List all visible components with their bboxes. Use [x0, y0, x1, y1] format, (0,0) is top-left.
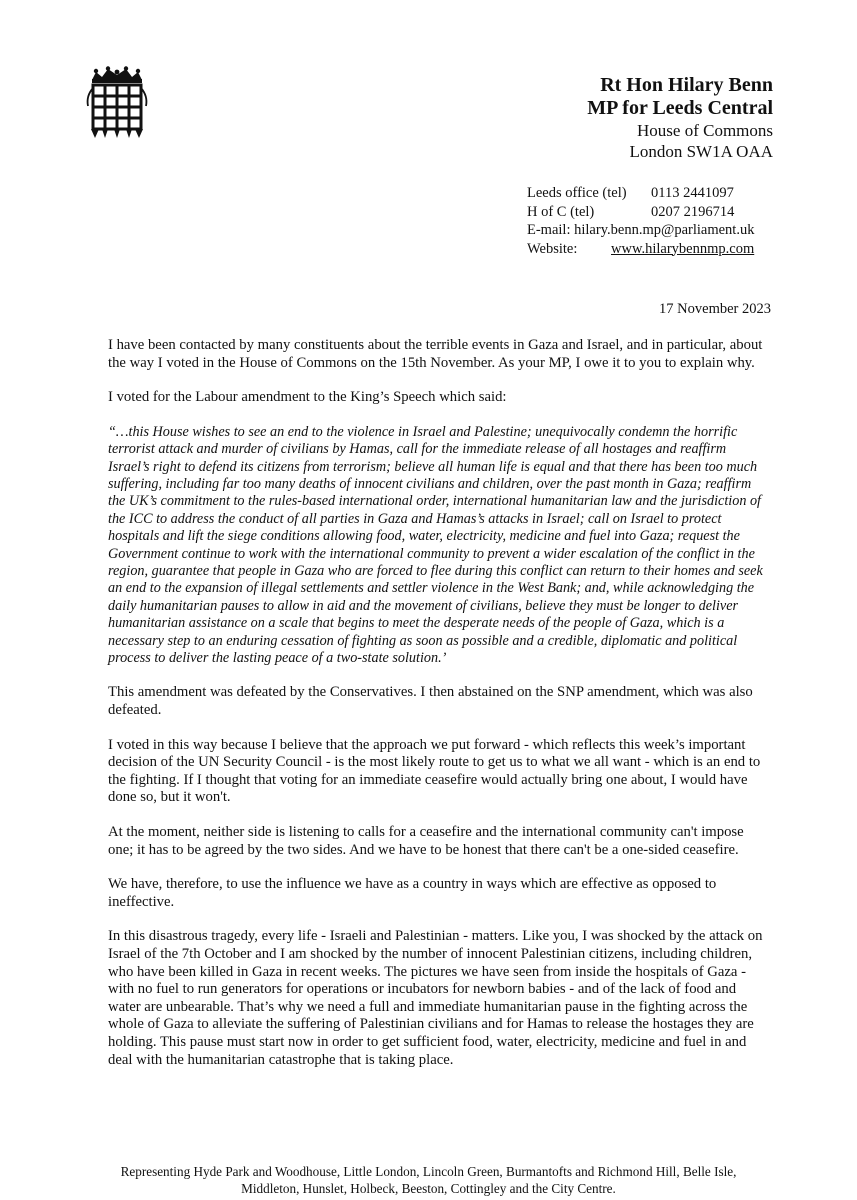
sender-address-line2: London SW1A OAA: [629, 142, 773, 161]
leeds-office-phone: 0113 2441097: [651, 185, 734, 201]
paragraph-ceasefire: At the moment, neither side is listening to calls for a ceasefire and the international community can't impose one; it has to be agreed by the two sides. And we have to be honest that there can't be a one-sided ceasefire.: [108, 824, 744, 858]
constituency-footer: [60, 1163, 797, 1197]
paragraph-reasoning: I voted in this way because I believe that the approach we put forward - which reflects this week’s important decision of the UN Security Council - is the most likely route to get us to what we all want - which is an end to the fighting. If I thought that voting for an immediate ceasefire would actually bring one about, I would have done so, but it won't.: [108, 736, 761, 806]
email-address[interactable]: hilary.benn.mp@parliament.uk: [574, 222, 755, 238]
paragraph-intro: I have been contacted by many constituents about the terrible events in Gaza and Israel, and in particular, about the way I voted in the House of Commons on the 15th November. As your MP, I owe it to you to explain why.: [108, 337, 763, 371]
website-label: Website:: [527, 240, 578, 257]
contact-row-leeds: [527, 184, 754, 203]
portcullis-logo-icon: [82, 66, 152, 140]
contact-details: [527, 184, 754, 258]
hoc-phone: 0207 2196714: [651, 203, 735, 220]
hoc-phone-label: H of C (tel): [527, 203, 595, 220]
sender-header: [587, 74, 773, 162]
sender-name: Rt Hon Hilary Benn: [600, 74, 773, 96]
paragraph-vote: I voted for the Labour amendment to the King’s Speech which said:: [108, 389, 507, 406]
letter-date: 17 November 2023: [659, 301, 771, 317]
footer-line2: Middleton, Hunslet, Holbeck, Beeston, Cottingley and the City Centre.: [241, 1181, 616, 1196]
contact-row-hoc: [527, 203, 754, 222]
paragraph-amendment-quote: “…this House wishes to see an end to the violence in Israel and Palestine; unequivocally condemn the horrific terrorist attack and murder of civilians by Hamas, call for the immediate release of all hostages and reaffirm Israel’s right to defend its citizens from terrorism; believe all human life is equal and that there has been too much suffering, including far too many deaths of innocent civilians and children, over the past month in Gaza; reaffirm the UK’s commitment to the rules-based international order, international humanitarian law and the jurisdiction of the ICC to address the conduct of all parties in Gaza and Hamas’s attacks in Israel; call on Israel to protect hospitals and lift the siege conditions allowing food, water, electricity, medicine and fuel into Gaza; request the Government continue to work with the international community to prevent a wider escalation of the conflict in the region, guarantee that people in Gaza who are forced to flee during this conflict can return to their homes and seek an end to the expansion of illegal settlements and settler violence in the West Bank; and, while acknowledging the daily humanitarian pauses to allow in aid and the movement of civilians, believe they must be longer to deliver humanitarian assistance on a scale that begins to meet the desperate needs of the people of Gaza, which is a necessary step to an enduring cessation of fighting as soon as possible and a credible, diplomatic and political process to deliver the lasting peace of a two-state solution.’: [108, 423, 763, 667]
email-label: E-mail:: [527, 222, 571, 238]
footer-line1: Representing Hyde Park and Woodhouse, Little London, Lincoln Green, Burmantofts and Richmond Hill, Belle Isle,: [120, 1164, 737, 1179]
paragraph-defeated: This amendment was defeated by the Conservatives. I then abstained on the SNP amendment, which was also defeated.: [108, 684, 753, 719]
sender-seat: MP for Leeds Central: [587, 97, 773, 119]
paragraph-influence: We have, therefore, to use the influence we have as a country in ways which are effective as opposed to ineffective.: [108, 876, 717, 910]
contact-row-email: [527, 221, 754, 240]
website-link[interactable]: www.hilarybennmp.com: [611, 240, 755, 257]
letter-body: [108, 337, 768, 1086]
paragraph-tragedy: In this disastrous tragedy, every life - Israeli and Palestinian - matters. Like you, I was shocked by the attack on Israel of the 7th October and I am shocked by the number of innocent Palestinian citizens, including children, who have been killed in Gaza in recent weeks. The pictures we have seen from inside the hospitals of Gaza - with no fuel to run generators for operations or incubators for newborn babies - and of the lack of food and water are unbearable. That’s why we need a full and immediate humanitarian pause in the fighting across the whole of Gaza to alleviate the suffering of Palestinian civilians and for Hamas to release the hostages they are holding. This pause must start now in order to get sufficient food, water, electricity, medicine and fuel in and deal with the humanitarian catastrophe that is taking place.: [108, 928, 763, 1068]
leeds-office-label: Leeds office (tel): [527, 185, 627, 201]
sender-address-line1: House of Commons: [637, 121, 773, 140]
contact-row-website: [527, 240, 754, 259]
